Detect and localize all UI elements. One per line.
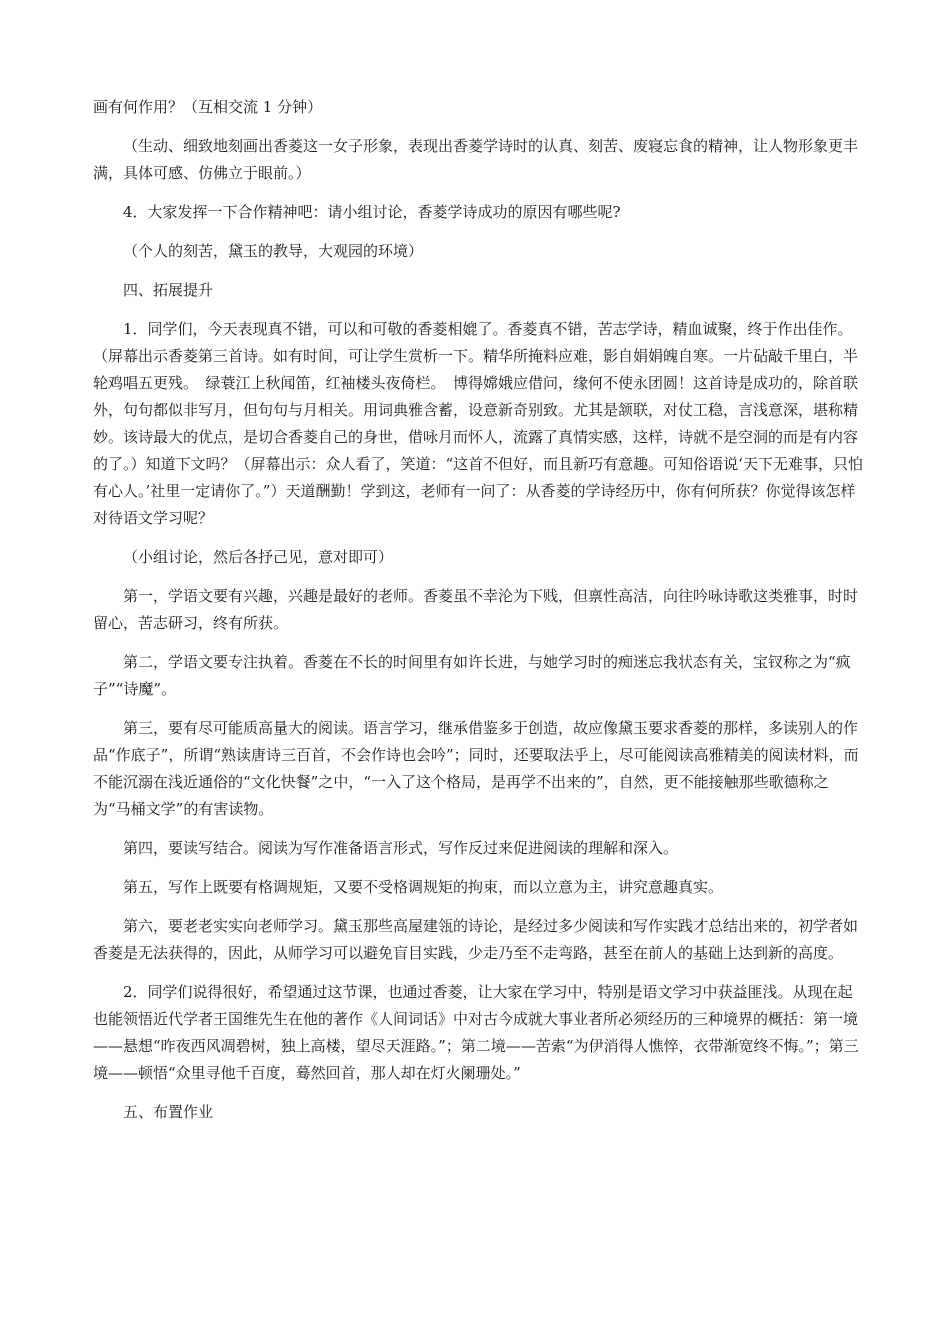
paragraph-item-2: 2．同学们说得很好，希望通过这节课，也通过香菱，让大家在学习中，特别是语文学习中获益匪浅。从现在起也能领悟近代学者王国维先生在他的著作《人间词话》中对古今成就大事业者所必须经历的三种境界的概括：第一境——悬想“昨夜西风凋碧树，独上高楼，望尽天涯路。”；第二境——苦索“为伊消得人憔悴，衣带渐宽终不悔。”；第三境——顿悟“众里寻他千百度，蓦然回首，那人却在灯火阑珊处。”	[93, 983, 859, 1082]
paragraph-point-2: 第二，学语文要专注执着。香菱在不长的时间里有如许长进，与她学习时的痴迷忘我状态有关，宝钗称之为“疯子”“诗魔”。	[93, 653, 851, 698]
paragraph-answer-portrayal: （生动、细致地刻画出香菱这一女子形象，表现出香菱学诗时的认真、刻苦、废寝忘食的精神，让人物形象更丰满，具体可感、仿佛立于眼前。）	[93, 137, 859, 182]
paragraph-continuation: 画有何作用？（互相交流 1 分钟）	[93, 98, 323, 116]
paragraph-point-3: 第三，要有尽可能质高量大的阅读。语言学习，继承借鉴多于创造，故应像黛玉要求香菱的那样，多读别人的作品“作底子”，所谓“熟读唐诗三百首，不会作诗也会吟”；同时，还要取法乎上，尽可能阅读高雅精美的阅读材料，而不能沉溺在浅近通俗的“文化快餐”之中，“一入了这个格局，是再学不出来的”，自然，更不能接触那些歌德称之为“马桶文学”的有害读物。	[93, 719, 859, 818]
paragraph-item-1: 1．同学们，今天表现真不错，可以和可敬的香菱相媲了。香菱真不错，苦志学诗，精血诚聚，终于作出佳作。（屏幕出示香菱第三首诗。如有时间，可让学生赏析一下。精华所掩料应难，影自娟娟魄自寒。一片砧敲千里白，半轮鸡唱五更残。 绿蓑江上秋闻笛，红袖楼头夜倚栏。 博得嫦娥应借问，缘何不使永团圆！这首诗是成功的，除首联外，句句都似非写月，但句句与月相关。用词典雅含蓄，设意新奇别致。尤其是颔联，对仗工稳，言浅意深，堪称精妙。该诗最大的优点，是切合香菱自己的身世，借咏月而怀人，流露了真情实感，这样，诗就不是空洞的而是有内容的了。）知道下文吗？（屏幕出示：众人看了，笑道：“这首不但好，而且新巧有意趣。可知俗语说‘天下无难事，只怕有心人。’社里一定请你了。”）天道酬勤！学到这，老师有一问了：从香菱的学诗经历中，你有何所获？你觉得该怎样对待语文学习呢？	[93, 320, 863, 527]
paragraph-group-discussion: （小组讨论，然后各抒己见，意对即可）	[123, 548, 394, 566]
paragraph-point-5: 第五，写作上既要有格调规矩，又要不受格调规矩的拘束，而以立意为主，讲究意趣真实。	[123, 878, 724, 896]
paragraph-question-4: 4．大家发挥一下合作精神吧：请小组讨论，香菱学诗成功的原因有哪些呢?	[123, 203, 621, 221]
document-page	[93, 94, 863, 1126]
paragraph-point-1: 第一，学语文要有兴趣，兴趣是最好的老师。香菱虽不幸沦为下贱，但禀性高洁，向往吟咏诗歌这类雅事，时时留心，苦志研习，终有所获。	[93, 587, 859, 632]
paragraph-answer-reasons: （个人的刻苦，黛玉的教导，大观园的环境）	[123, 242, 424, 260]
paragraph-point-4: 第四，要读写结合。阅读为写作准备语言形式，写作反过来促进阅读的理解和深入。	[123, 839, 679, 857]
paragraph-point-6: 第六，要老老实实向老师学习。黛玉那些高屋建瓴的诗论，是经过多少阅读和写作实践才总结出来的，初学者如香菱是无法获得的，因此，从师学习可以避免盲目实践，少走乃至不走弯路，甚至在前人的基础上达到新的高度。	[93, 917, 859, 962]
section-heading-extension: 四、拓展提升	[123, 281, 214, 299]
section-heading-homework: 五、布置作业	[123, 1103, 214, 1121]
